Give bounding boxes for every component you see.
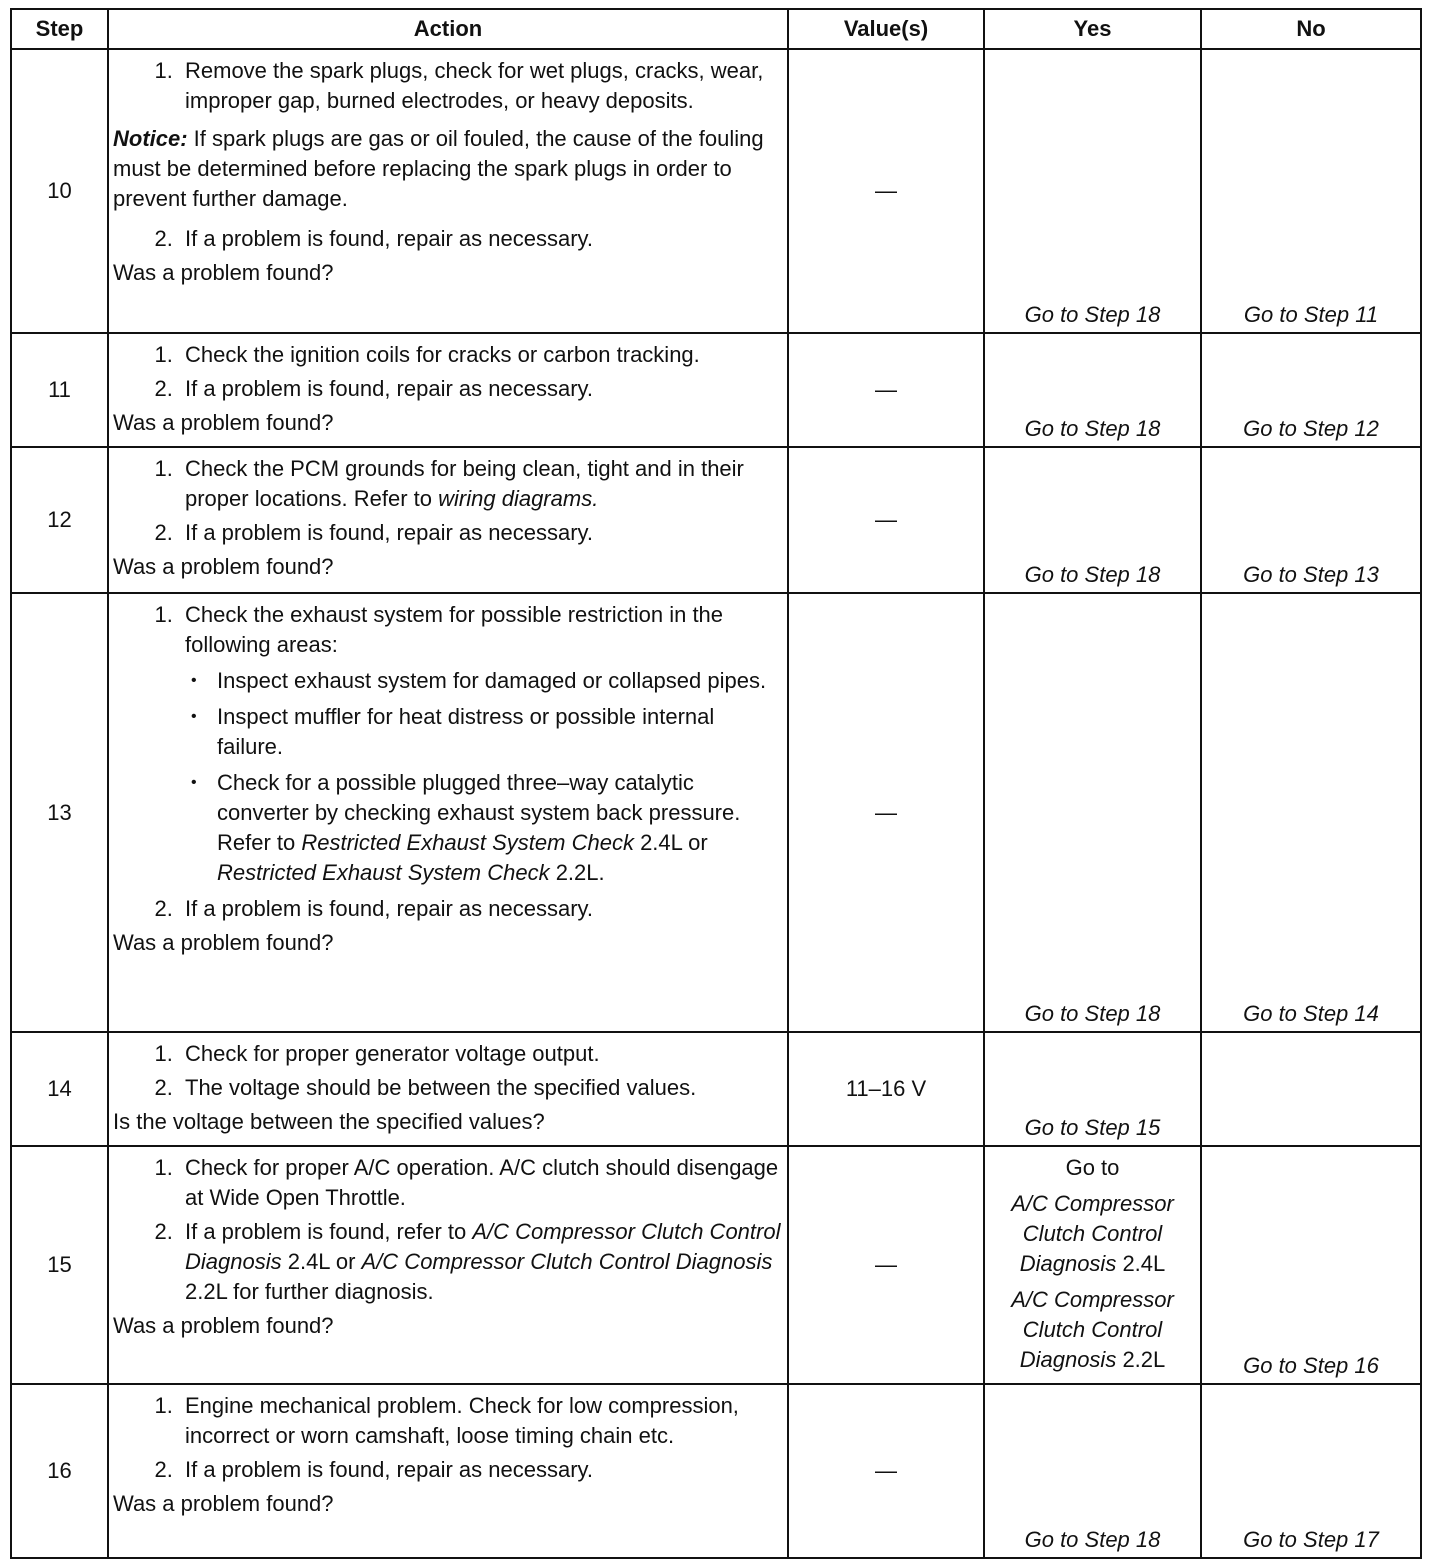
yes-goto-label: Go to <box>1065 1155 1120 1180</box>
table-row-step-10 <box>11 49 1421 333</box>
table-row-step-12 <box>11 447 1421 593</box>
action-list <box>113 56 781 116</box>
reference-link[interactable]: Restricted Exhaust System Check <box>301 830 634 855</box>
action-cell <box>108 1146 788 1384</box>
no-cell <box>1201 1032 1421 1146</box>
action-list <box>113 224 781 254</box>
step-number: 11 <box>11 333 108 447</box>
yes-link[interactable]: Go to Step 18 <box>984 333 1201 447</box>
yes-reference-link-1[interactable] <box>989 1189 1196 1279</box>
bullet-list <box>185 666 781 888</box>
reference-link[interactable]: A/C Compressor Clutch Control Diagnosis <box>361 1249 773 1274</box>
reference-link[interactable]: A/C Compressor Clutch Control Diagnosis <box>185 1219 781 1274</box>
value-cell: — <box>788 1384 984 1558</box>
action-item: 1. Check for proper generator voltage output. <box>179 1039 781 1069</box>
table-row-step-13 <box>11 593 1421 1032</box>
step-number: 15 <box>11 1146 108 1384</box>
yes-link[interactable]: Go to Step 18 <box>984 49 1201 333</box>
header-no: No <box>1201 9 1421 49</box>
value-cell: 11–16 V <box>788 1032 984 1146</box>
notice-text: If spark plugs are gas or oil fouled, the cause of the fouling must be determined before replacing the spark plugs in order to prevent further damage. <box>113 126 764 211</box>
notice-label: Notice: <box>113 126 188 151</box>
no-link[interactable]: Go to Step 11 <box>1201 49 1421 333</box>
notice <box>113 124 781 214</box>
question: Was a problem found? <box>113 1491 334 1516</box>
action-cell <box>108 333 788 447</box>
bullet-text: Check for a possible plugged three–way catalytic converter by checking exhaust system back pressure. Refer to <box>217 770 741 855</box>
question: Was a problem found? <box>113 930 334 955</box>
action-item <box>179 1217 781 1307</box>
action-text: 2.4L or <box>281 1249 362 1274</box>
question: Was a problem found? <box>113 410 334 435</box>
action-item: 2. If a problem is found, repair as necessary. <box>179 224 781 254</box>
action-item: 1. Engine mechanical problem. Check for low compression, incorrect or worn camshaft, loose timing chain etc. <box>179 1391 781 1451</box>
action-list <box>113 600 781 924</box>
reference-title: A/C Compressor Clutch Control Diagnosis <box>1011 1191 1174 1276</box>
action-item: 1. Remove the spark plugs, check for wet plugs, cracks, wear, improper gap, burned electrodes, or heavy deposits. <box>179 56 781 116</box>
question: Is the voltage between the specified values? <box>113 1109 545 1134</box>
no-link[interactable]: Go to Step 17 <box>1201 1384 1421 1558</box>
no-link[interactable]: Go to Step 13 <box>1201 447 1421 593</box>
action-item: 2. If a problem is found, repair as necessary. <box>179 518 781 548</box>
question: Was a problem found? <box>113 260 334 285</box>
yes-link[interactable]: Go to Step 18 <box>984 1384 1201 1558</box>
step-number: 13 <box>11 593 108 1032</box>
yes-reference-link-2[interactable] <box>989 1285 1196 1375</box>
action-list <box>113 1039 781 1103</box>
action-item: 2. If a problem is found, repair as necessary. <box>179 374 781 404</box>
yes-link[interactable]: Go to Step 18 <box>984 593 1201 1032</box>
action-item: 1. Check the ignition coils for cracks or carbon tracking. <box>179 340 781 370</box>
reference-link[interactable]: wiring diagrams. <box>438 486 599 511</box>
no-link[interactable]: Go to Step 14 <box>1201 593 1421 1032</box>
bullet-text: 2.4L or <box>633 830 708 855</box>
action-cell <box>108 49 788 333</box>
action-item: 2. If a problem is found, repair as necessary. <box>179 1455 781 1485</box>
value-cell: — <box>788 49 984 333</box>
action-text: If a problem is found, refer to <box>185 1219 473 1244</box>
action-cell <box>108 1032 788 1146</box>
header-yes: Yes <box>984 9 1201 49</box>
yes-cell <box>984 1146 1201 1384</box>
table-row-step-11 <box>11 333 1421 447</box>
yes-link[interactable]: Go to Step 15 <box>984 1032 1201 1146</box>
reference-suffix: 2.4L <box>1116 1251 1166 1276</box>
action-list <box>113 1153 781 1307</box>
header-step: Step <box>11 9 108 49</box>
no-link[interactable]: Go to Step 12 <box>1201 333 1421 447</box>
value-cell: — <box>788 333 984 447</box>
action-item: 2. If a problem is found, repair as necessary. <box>179 894 781 924</box>
header-row <box>11 9 1421 49</box>
question: Was a problem found? <box>113 554 334 579</box>
no-link[interactable]: Go to Step 16 <box>1201 1146 1421 1384</box>
action-cell <box>108 593 788 1032</box>
bullet-text: 2.2L. <box>549 860 605 885</box>
action-cell <box>108 447 788 593</box>
step-number: 14 <box>11 1032 108 1146</box>
step-number: 12 <box>11 447 108 593</box>
table-row-step-15 <box>11 1146 1421 1384</box>
action-item <box>179 454 781 514</box>
action-list <box>113 454 781 548</box>
bullet-item: • Inspect exhaust system for damaged or collapsed pipes. <box>217 666 781 696</box>
header-action: Action <box>108 9 788 49</box>
question: Was a problem found? <box>113 1313 334 1338</box>
bullet-item <box>217 768 781 888</box>
action-list <box>113 1391 781 1485</box>
reference-link[interactable]: Restricted Exhaust System Check <box>217 860 550 885</box>
value-cell: — <box>788 1146 984 1384</box>
yes-link[interactable]: Go to Step 18 <box>984 447 1201 593</box>
reference-suffix: 2.2L <box>1116 1347 1166 1372</box>
value-cell: — <box>788 447 984 593</box>
action-cell <box>108 1384 788 1558</box>
action-text: 2.2L for further diagnosis. <box>185 1279 434 1304</box>
value-cell: — <box>788 593 984 1032</box>
action-item: 1. Check for proper A/C operation. A/C clutch should disengage at Wide Open Throttle. <box>179 1153 781 1213</box>
table-row-step-16 <box>11 1384 1421 1558</box>
action-text: Check the exhaust system for possible restriction in the following areas: <box>185 602 724 657</box>
diagnostic-table <box>10 8 1422 1559</box>
header-values: Value(s) <box>788 9 984 49</box>
action-text: Check the PCM grounds for being clean, tight and in their proper locations. Refer to <box>185 456 744 511</box>
bullet-item: • Inspect muffler for heat distress or possible internal failure. <box>217 702 781 762</box>
table-row-step-14 <box>11 1032 1421 1146</box>
action-item <box>179 600 781 888</box>
step-number: 16 <box>11 1384 108 1558</box>
action-list <box>113 340 781 404</box>
reference-title: A/C Compressor Clutch Control Diagnosis <box>1011 1287 1174 1372</box>
action-item: 2. The voltage should be between the specified values. <box>179 1073 781 1103</box>
step-number: 10 <box>11 49 108 333</box>
